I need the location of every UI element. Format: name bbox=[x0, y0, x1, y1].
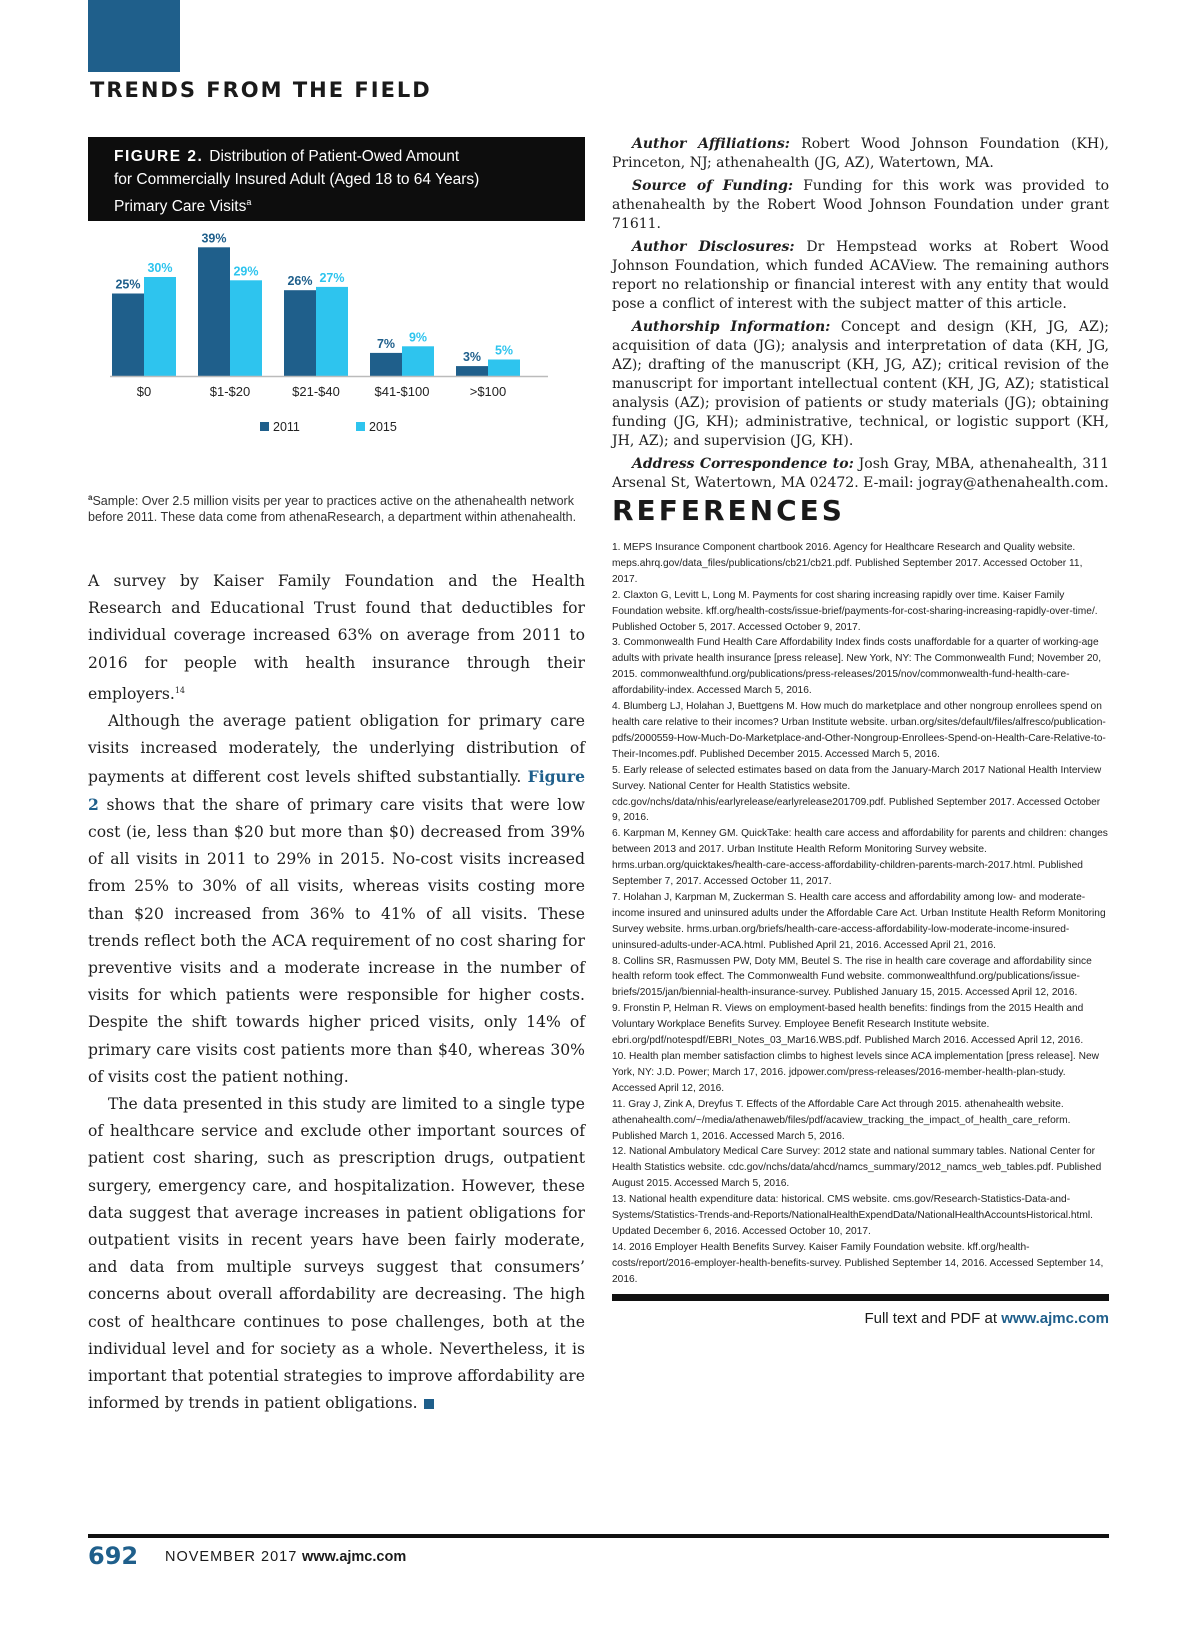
bar-2011-4 bbox=[456, 366, 488, 376]
bar-chart bbox=[88, 223, 585, 463]
references-list bbox=[612, 540, 1109, 1288]
data-label: 26% bbox=[287, 274, 313, 289]
figure-link[interactable]: Figure 2 bbox=[88, 766, 585, 814]
reference-item: 2. Claxton G, Levitt L, Long M. Payments for cost sharing increasing rapidly over time. Kaiser Family Foundation website. kff.org/health-costs/issue-brief/payments-for-cost-sharing-increasing-rapidly-over-time/. Published October 5, 2017. Accessed October 9, 2017. bbox=[612, 589, 1098, 633]
author-info-item: Author Affiliations: Robert Wood Johnson Foundation (KH), Princeton, NJ; athenahealth (JG, AZ), Watertown, MA. bbox=[612, 136, 1109, 171]
reference-item: 8. Collins SR, Rasmussen PW, Doty MM, Beutel S. The rise in health care coverage and affordability since health reform took effect. The Commonwealth Fund website. commonwealthfund.org/publications/issue-briefs/2015/jan/biennial-health-insurance-survey. Published January 15, 2015. Accessed April 12, 2016. bbox=[612, 955, 1092, 999]
x-tick-label: $1-$20 bbox=[209, 384, 251, 399]
references-end-rule bbox=[612, 1294, 1109, 1301]
references-heading: REFERENCES bbox=[612, 494, 845, 527]
figure-title: FIGURE 2. Distribution of Patient-Owed Amount for Commercially Insured Adult (Aged 18 to 64 Years) Primary Care Visits$^a$ bbox=[88, 137, 585, 221]
data-label: 7% bbox=[376, 336, 396, 351]
x-tick-label: $0 bbox=[136, 384, 152, 399]
body-text bbox=[88, 568, 585, 1417]
bar-2015-3 bbox=[402, 346, 434, 376]
x-tick-label: >$100 bbox=[469, 384, 507, 399]
x-tick-label: $41-$100 bbox=[374, 384, 430, 399]
reference-item: 11. Gray J, Zink A, Dreyfus T. Effects of the Affordable Care Act through 2015. athenahealth website. athenahealth.com/~/media/athenaweb/files/pdf/acaview_tracking_the_impact_of_health_care_reform. Published March 1, 2016. Accessed March 5, 2016. bbox=[612, 1098, 1071, 1142]
author-info-item: Authorship Information: Concept and design (KH, JG, AZ); acquisition of data (JG); analysis and interpretation of data (KH, JG, AZ); drafting of the manuscript (KH, JG, AZ); critical revision of the manuscript for important intellectual content (KH, JG, AZ); statistical analysis (AZ); provision of patients or study materials (JG); obtaining funding (JG, KH); administrative, technical, or logistic support (KH, JH, AZ); and supervision (JG, KH). bbox=[612, 319, 1110, 449]
figure-footnote: $^a$Sample: Over 2.5 million visits per year to practices active on the athenahealth network before 2011. These data come from athenaResearch, a department within athenahealth. bbox=[88, 493, 577, 525]
author-info bbox=[612, 135, 1109, 497]
bar-2015-4 bbox=[488, 360, 520, 377]
issue-date: NOVEMBER 2017 bbox=[165, 1549, 298, 1565]
page-number: 692 bbox=[88, 1542, 139, 1570]
author-info-item: Address Correspondence to: Josh Gray, MBA, athenahealth, 311 Arsenal St, Watertown, MA 02472. E-mail: jogray@athenahealth.com. bbox=[612, 456, 1109, 491]
fulltext-link[interactable]: www.ajmc.com bbox=[1001, 1310, 1109, 1327]
reference-item: 12. National Ambulatory Medical Care Survey: 2012 state and national summary tables. National Center for Health Statistics website. cdc.gov/nchs/data/ahcd/namcs_summary/2012_namcs_web_tables.pdf. Published August 2015. Accessed March 5, 2016. bbox=[612, 1146, 1102, 1190]
bar-2011-1 bbox=[198, 247, 230, 376]
data-label: 25% bbox=[115, 277, 141, 292]
reference-item: 13. National health expenditure data: historical. CMS website. cms.gov/Research-Statistics-Data-and-Systems/Statistics-Trends-and-Reports/NationalHealthExpendData/NationalHealthAccountsHistorical.html. Updated December 6, 2016. Accessed October 10, 2017. bbox=[612, 1194, 1093, 1237]
reference-item: 7. Holahan J, Karpman M, Zuckerman S. Health care access and affordability among low- and moderate-income insured and uninsured adults under the Affordable Care Act. Urban Institute Health Reform Monitoring Survey website. hrms.urban.org/briefs/health-care-access-affordability-low-moderate-income-insured-uninsured-adults-under-ACA.html. Published April 21, 2016. Accessed April 21, 2016. bbox=[612, 891, 1106, 951]
reference-item: 1. MEPS Insurance Component chartbook 2016. Agency for Healthcare Research and Quality website. meps.ahrq.gov/data_files/publications/cb21/cb21.pdf. Published September 2017. Accessed October 11, 2017. bbox=[612, 542, 1083, 585]
data-label: 3% bbox=[462, 350, 482, 365]
footer-site-link[interactable]: www.ajmc.com bbox=[302, 1549, 407, 1565]
legend-label: 2011 bbox=[273, 420, 300, 434]
bar-2015-0 bbox=[144, 277, 176, 376]
data-label: 29% bbox=[233, 264, 259, 279]
reference-item: 5. Early release of selected estimates based on data from the January-March 2017 National Health Interview Survey. National Center for Health Statistics website. cdc.gov/nchs/data/nhis/earlyrelease/earlyrelease201709.pdf. Published September 2017. Accessed October 9, 2016. bbox=[612, 764, 1102, 824]
legend-label: 2015 bbox=[369, 420, 397, 434]
data-label: 39% bbox=[201, 231, 227, 246]
reference-item: 9. Fronstin P, Helman R. Views on employment-based health benefits: findings from the 2015 Health and Voluntary Workplace Benefits Survey. Employee Benefit Research Institute website. ebri.org/pdf/notespdf/EBRI_Notes_03_Mar16.WBS.pdf. Published March 2016. Accessed April 12, 2016. bbox=[612, 1003, 1084, 1047]
author-info-item: Source of Funding: Funding for this work was provided to athenahealth by the Robert Wood Johnson Foundation under grant 71611. bbox=[612, 178, 1110, 232]
bar-2015-2 bbox=[316, 287, 348, 376]
section-title: TRENDS FROM THE FIELD bbox=[90, 78, 432, 102]
data-label: 5% bbox=[494, 343, 514, 358]
paragraph: Although the average patient obligation for primary care visits increased moderately, the underlying distribution of payments at different cost levels shifted substantially. Figure 2 shows that the share of primary care visits that were low cost (ie, less than $20 but more than $0) decreased from 39% of all visits in 2011 to 29% in 2015. No-cost visits increased from 25% to 30% of all visits, whereas visits costing more than $20 increased from 36% to 41% of all visits. These trends reflect both the ACA requirement of no cost sharing for preventive visits and a moderate increase in the number of visits for which patients were responsible for higher costs. Despite the shift towards higher priced visits, only 14% of primary care visits cost patients more than $40, whereas 30% of visits cost the patient nothing. bbox=[88, 712, 585, 1086]
header-color-block bbox=[88, 0, 180, 72]
legend-swatch-2015 bbox=[356, 422, 365, 431]
reference-item: 4. Blumberg LJ, Holahan J, Buettgens M. How much do marketplace and other nongroup enrollees spend on health care relative to their incomes? Urban Institute website. urban.org/sites/default/files/alfresco/publication-pdfs/2000559-How-Much-Do-Marketplace-and-Other-Nongroup-Enrollees-Spend-on-Health-Care-Relative-to-Their-Incomes.pdf. Published December 2015. Accessed March 5, 2016. bbox=[612, 701, 1106, 760]
author-info-item: Author Disclosures: Dr Hempstead works at Robert Wood Johnson Foundation, which funded ACAView. The remaining authors report no relationship or financial interest with any entity that would pose a conflict of interest with the subject matter of this article. bbox=[612, 239, 1109, 312]
reference-item: 14. 2016 Employer Health Benefits Survey. Kaiser Family Foundation website. kff.org/health-costs/report/2016-employer-health-benefits-survey. Published September 14, 2016. Accessed September 14, 2016. bbox=[612, 1241, 1104, 1285]
bar-2011-3 bbox=[370, 353, 402, 376]
bar-2011-2 bbox=[284, 290, 316, 376]
footer-rule bbox=[88, 1534, 1109, 1538]
bar-2011-0 bbox=[112, 294, 144, 377]
figure-number: FIGURE 2. bbox=[114, 148, 204, 165]
legend-swatch-2011 bbox=[260, 422, 269, 431]
data-label: 30% bbox=[147, 261, 173, 275]
paragraph: A survey by Kaiser Family Foundation and the Health Research and Educational Trust found that deductibles for individual coverage increased 63% on average from 2011 to 2016 for people with health insurance through their employers.$^{14}$ bbox=[88, 572, 585, 703]
bar-2015-1 bbox=[230, 280, 262, 376]
data-label: 27% bbox=[319, 270, 345, 285]
end-of-article-icon bbox=[424, 1399, 434, 1409]
reference-item: 10. Health plan member satisfaction climbs to highest levels since ACA implementation [press release]. New York, NY: J.D. Power; March 17, 2016. jdpower.com/press-releases/2016-member-health-plan-study. Accessed April 12, 2016. bbox=[612, 1051, 1099, 1094]
data-label: 9% bbox=[408, 330, 428, 345]
x-tick-label: $21-$40 bbox=[292, 384, 340, 399]
paragraph: The data presented in this study are limited to a single type of healthcare service and exclude other important sources of patient cost sharing, such as prescription drugs, outpatient surgery, emergency care, and hospitalization. However, these data suggest that average increases in patient obligations for outpatient visits in recent years have been fairly moderate, and data from multiple surveys suggest that consumers’ concerns about overall affordability are decreasing. The high cost of healthcare continues to pose challenges, both at the individual level and for society as a whole. Nevertheless, it is important that potential strategies to improve affordability are informed by trends in patient obligations. bbox=[88, 1095, 585, 1413]
reference-item: 6. Karpman M, Kenney GM. QuickTake: health care access and affordability for parents and children: changes between 2013 and 2017. Urban Institute Health Reform Monitoring Survey website. hrms.urban.org/quicktakes/health-care-access-affordability-children-parents-march-2017.html. Published September 7, 2017. Accessed October 11, 2017. bbox=[612, 828, 1108, 888]
reference-item: 3. Commonwealth Fund Health Care Affordability Index finds costs unaffordable for a quarter of working-age adults with private health insurance [press release]. New York, NY: The Commonwealth Fund; November 20, 2015. commonwealthfund.org/publications/press-releases/2015/nov/commonwealth-fund-health-care-affordability-index. Accessed March 5, 2016. bbox=[612, 637, 1102, 697]
fulltext-note: Full text and PDF at www.ajmc.com bbox=[864, 1310, 1109, 1327]
